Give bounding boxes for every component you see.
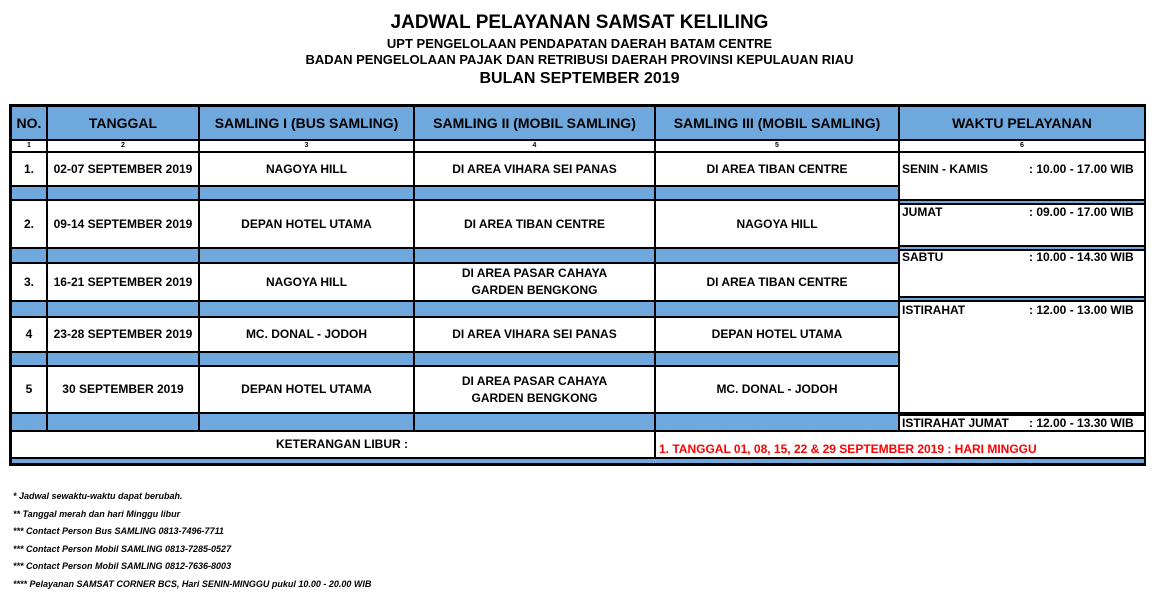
row-separator xyxy=(414,301,655,317)
table-row-date: 02-07 SEPTEMBER 2019 xyxy=(47,152,199,186)
table-row-no: 1. xyxy=(11,152,47,186)
row-separator xyxy=(414,186,655,200)
table-row-samling-1: NAGOYA HILL xyxy=(199,152,414,186)
row-separator xyxy=(655,413,899,431)
row-separator xyxy=(655,248,899,263)
table-row-date: 30 SEPTEMBER 2019 xyxy=(47,366,199,413)
col-header-tanggal: TANGGAL xyxy=(47,106,199,140)
row-separator xyxy=(11,301,47,317)
table-row-samling-1: DEPAN HOTEL UTAMA xyxy=(199,200,414,248)
col-number: 3 xyxy=(199,140,414,152)
col-header-waktu: WAKTU PELAYANAN xyxy=(899,106,1145,140)
row-separator xyxy=(199,248,414,263)
row-separator xyxy=(11,248,47,263)
col-header-samling-2: SAMLING II (MOBIL SAMLING) xyxy=(414,106,655,140)
table-row-samling-1: DEPAN HOTEL UTAMA xyxy=(199,366,414,413)
row-separator xyxy=(655,301,899,317)
row-separator xyxy=(47,413,199,431)
footnote: *** Contact Person Bus SAMLING 0813-7496-7711 xyxy=(13,526,224,536)
row-separator xyxy=(414,413,655,431)
footnote: *** Contact Person Mobil SAMLING 0812-7636-8003 xyxy=(13,561,232,571)
row-separator xyxy=(47,248,199,263)
table-row-no: 3. xyxy=(11,263,47,301)
table-row-samling-2: DI AREA VIHARA SEI PANAS xyxy=(414,317,655,352)
row-separator xyxy=(655,186,899,200)
hours-value: : 10.00 - 17.00 WIB xyxy=(1029,162,1134,176)
table-bottom-band xyxy=(11,458,1145,464)
row-separator xyxy=(199,301,414,317)
row-separator xyxy=(414,352,655,366)
table-row-samling-3: MC. DONAL - JODOH xyxy=(655,366,899,413)
table-row-samling-2: DI AREA PASAR CAHAYA GARDEN BENGKONG xyxy=(414,366,655,413)
col-number: 6 xyxy=(899,140,1145,152)
holiday-text: 1. TANGGAL 01, 08, 15, 22 & 29 SEPTEMBER 2019 : HARI MINGGU xyxy=(655,431,1145,458)
table-row-samling-3: NAGOYA HILL xyxy=(655,200,899,248)
table-row-samling-1: MC. DONAL - JODOH xyxy=(199,317,414,352)
col-header-samling-3: SAMLING III (MOBIL SAMLING) xyxy=(655,106,899,140)
row-separator xyxy=(11,186,47,200)
row-separator xyxy=(47,186,199,200)
row-separator xyxy=(199,352,414,366)
col-header-samling-1: SAMLING I (BUS SAMLING) xyxy=(199,106,414,140)
hours-label: SENIN - KAMIS xyxy=(902,162,989,176)
hours-value: : 09.00 - 17.00 WIB xyxy=(1029,205,1134,219)
row-separator xyxy=(11,413,47,431)
row-separator xyxy=(655,352,899,366)
row-separator xyxy=(47,352,199,366)
table-row-samling-2: DI AREA TIBAN CENTRE xyxy=(414,200,655,248)
col-header-no: NO. xyxy=(11,106,47,140)
table-row-no: 5 xyxy=(11,366,47,413)
page-title: JADWAL PELAYANAN SAMSAT KELILING xyxy=(390,12,769,33)
col-number: 4 xyxy=(414,140,655,152)
col-number: 5 xyxy=(655,140,899,152)
table-row-date: 23-28 SEPTEMBER 2019 xyxy=(47,317,199,352)
table-row-samling-1: NAGOYA HILL xyxy=(199,263,414,301)
hours-value: : 12.00 - 13.00 WIB xyxy=(1029,303,1134,317)
table-row-samling-3: DI AREA TIBAN CENTRE xyxy=(655,152,899,186)
col-number: 2 xyxy=(47,140,199,152)
waktu-block xyxy=(899,301,1145,413)
hours-label: SABTU xyxy=(902,250,944,264)
table-row-date: 16-21 SEPTEMBER 2019 xyxy=(47,263,199,301)
hours-label: JUMAT xyxy=(902,205,943,219)
table-row-no: 2. xyxy=(11,200,47,248)
table-row-samling-2: DI AREA PASAR CAHAYA GARDEN BENGKONG xyxy=(414,263,655,301)
row-separator xyxy=(199,186,414,200)
row-separator xyxy=(11,352,47,366)
row-separator xyxy=(199,413,414,431)
table-row-samling-3: DI AREA TIBAN CENTRE xyxy=(655,263,899,301)
holiday-label: KETERANGAN LIBUR : xyxy=(11,431,655,458)
hours-label: ISTIRAHAT JUMAT xyxy=(902,416,1009,430)
waktu-block xyxy=(899,152,1145,200)
hours-value: : 12.00 - 13.30 WIB xyxy=(1029,416,1134,430)
hours-label: ISTIRAHAT xyxy=(902,303,966,317)
footnotes xyxy=(13,488,371,593)
table-row-samling-3: DEPAN HOTEL UTAMA xyxy=(655,317,899,352)
subtitle-upt: UPT PENGELOLAAN PENDAPATAN DAERAH BATAM CENTRE xyxy=(386,36,773,51)
subtitle-month: BULAN SEPTEMBER 2019 xyxy=(479,70,680,87)
footnote: * Jadwal sewaktu-waktu dapat berubah. xyxy=(13,491,183,501)
row-separator xyxy=(414,248,655,263)
footnote: ** Tanggal merah dan hari Minggu libur xyxy=(13,508,181,519)
table-row-date: 09-14 SEPTEMBER 2019 xyxy=(47,200,199,248)
footnote: **** Pelayanan SAMSAT CORNER BCS, Hari SENIN-MINGGU pukul 10.00 - 20.00 WIB xyxy=(13,578,372,589)
subtitle-agency: BADAN PENGELOLAAN PAJAK DAN RETRIBUSI DAERAH PROVINSI KEPULAUAN RIAU xyxy=(305,52,854,67)
row-separator xyxy=(47,301,199,317)
hours-value: : 10.00 - 14.30 WIB xyxy=(1029,250,1134,264)
table-row-no: 4 xyxy=(11,317,47,352)
footnote: *** Contact Person Mobil SAMLING 0813-7285-0527 xyxy=(13,543,232,554)
table-row-samling-2: DI AREA VIHARA SEI PANAS xyxy=(414,152,655,186)
col-number: 1 xyxy=(11,140,47,152)
